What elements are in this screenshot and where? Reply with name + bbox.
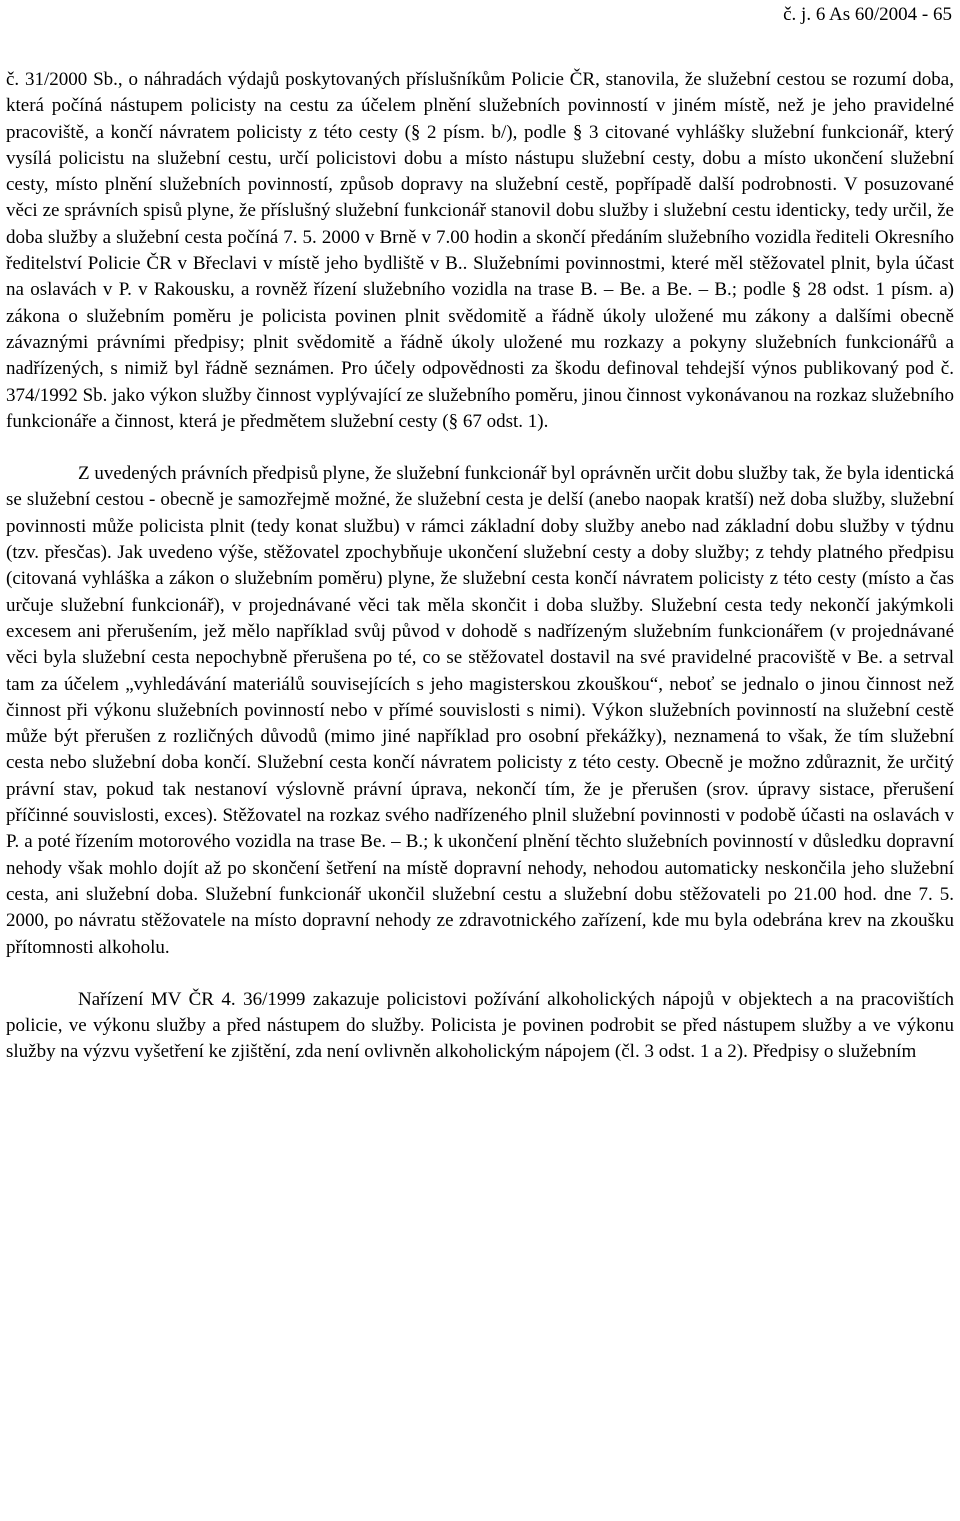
paragraph-spacer	[6, 961, 954, 987]
case-number-header: č. j. 6 As 60/2004 - 65	[783, 4, 952, 25]
paragraph-3: Nařízení MV ČR 4. 36/1999 zakazuje policistovi požívání alkoholických nápojů v objektech a na pracovištích policie, ve výkonu služby a před nástupem do služby. Policista je povinen podrobit se před nástupem služby a ve výkonu služby na výzvu vyšetření ke zjištění, zda není ovlivněn alkoholickým nápojem (čl. 3 odst. 1 a 2). Předpisy o služebním	[6, 988, 954, 1063]
paragraph-1: č. 31/2000 Sb., o náhradách výdajů poskytovaných příslušníkům Policie ČR, stanovila, že služební cestou se rozumí doba, která počíná nástupem policisty na cestu za účelem plnění služebních povinností v jiném místě, než je jeho pravidelné pracoviště, a končí návratem policisty z této cesty (§ 2 písm. b/), podle § 3 citované vyhlášky služební funkcionář, který vysílá policistu na služební cestu, určí policistovi dobu a místo nástupu služební cesty, dobu a místo ukončení služební cesty, místo plnění služebních povinností, způsob dopravy na služební cestě, popřípadě další podrobnosti. V posuzované věci ze správních spisů plyne, že příslušný služební funkcionář stanovil dobu služby i služební cestu identicky, tedy určil, že doba služby a služební cesta počíná 7. 5. 2000 v Brně v 7.00 hodin a skončí předáním služebního vozidla řediteli Okresního ředitelství Policie ČR v Břeclavi v místě jeho bydliště v B.. Služebními povinnostmi, které měl stěžovatel plnit, byla účast na oslavách v P. v Rakousku, a rovněž řízení služebního vozidla na trase B. – Be. a Be. – B.; podle § 28 odst. 1 písm. a) zákona o služebním poměru je policista povinen plnit svědomitě a řádně úkoly uložené mu zákony a dalšími obecně závaznými právními předpisy; plnit svědomitě a řádně úkoly uložené mu rozkazy a pokyny služebních funkcionářů a nadřízených, s nimiž byl řádně seznámen. Pro účely odpovědnosti za škodu definoval tehdejší výnos publikovaný pod č. 374/1992 Sb. jako výkon služby činnost vyplývající ze služebního poměru, jinou činnost vykonávanou na rozkaz služebního funkcionáře a činnost, která je předmětem služební cesty (§ 67 odst. 1).	[6, 69, 954, 432]
document-body	[6, 67, 954, 1066]
paragraph-spacer	[6, 435, 954, 461]
paragraph-2: Z uvedených právních předpisů plyne, že služební funkcionář byl oprávněn určit dobu služby tak, že byla identická se služební cestou - obecně je samozřejmě možné, že služební cesta je delší (anebo naopak kratší) než doba služby, služební povinnosti může policista plnit (tedy konat službu) v rámci základní doby služby anebo nad základní dobu služby v týdnu (tzv. přesčas). Jak uvedeno výše, stěžovatel zpochybňuje ukončení služební cesty a doby služby; z tehdy platného předpisu (citovaná vyhláška a zákon o služebním poměru) plyne, že služební cesta končí návratem policisty z této cesty (místo a čas určuje služební funkcionář), v projednávané věci tak měla skončit i doba služby. Služební cesta tedy nekončí jakýmkoli excesem ani přerušením, jež mělo například svůj původ v dohodě s nadřízeným služebním funkcionářem (v projednávané věci byla služební cesta nepochybně přerušena po té, co se stěžovatel dostavil na své pravidelné pracoviště v Be. a setrval tam za účelem „vyhledávání materiálů souvisejících s jeho magisterskou zkouškou“, neboť se jednalo o jinou činnost než činnost při výkonu služebních povinností nebo v přímé souvislosti s nimi). Výkon služebních povinností na služební cestě může být přerušen z rozličných důvodů (mimo jiné například pro osobní překážky), neznamená to však, že tím služební cesta nebo služební doba končí. Služební cesta končí návratem policisty z této cesty. Obecně je možno zdůraznit, že určitý právní stav, pokud tak nestanoví výslovně právní úprava, nekončí tím, že je přerušen (srov. úpravy sistace, přerušení příčinné souvislosti, exces). Stěžovatel na rozkaz svého nadřízeného plnil služební povinnosti v podobě účasti na oslavách v P. a poté řízením motorového vozidla na trase Be. – B.; k ukončení plnění těchto služebních povinností v důsledku dopravní nehody však mohlo dojít až po skončení šetření na místě dopravní nehody, nehodou automaticky neskončila jeho služební cesta, ani služební doba. Služební funkcionář ukončil služební cestu a služební dobu stěžovateli po 21.00 hod. dne 7. 5. 2000, po návratu stěžovatele na místo dopravní nehody ze zdravotnického zařízení, kde mu byla odebrána krev na zkoušku přítomnosti alkoholu.	[6, 463, 954, 958]
